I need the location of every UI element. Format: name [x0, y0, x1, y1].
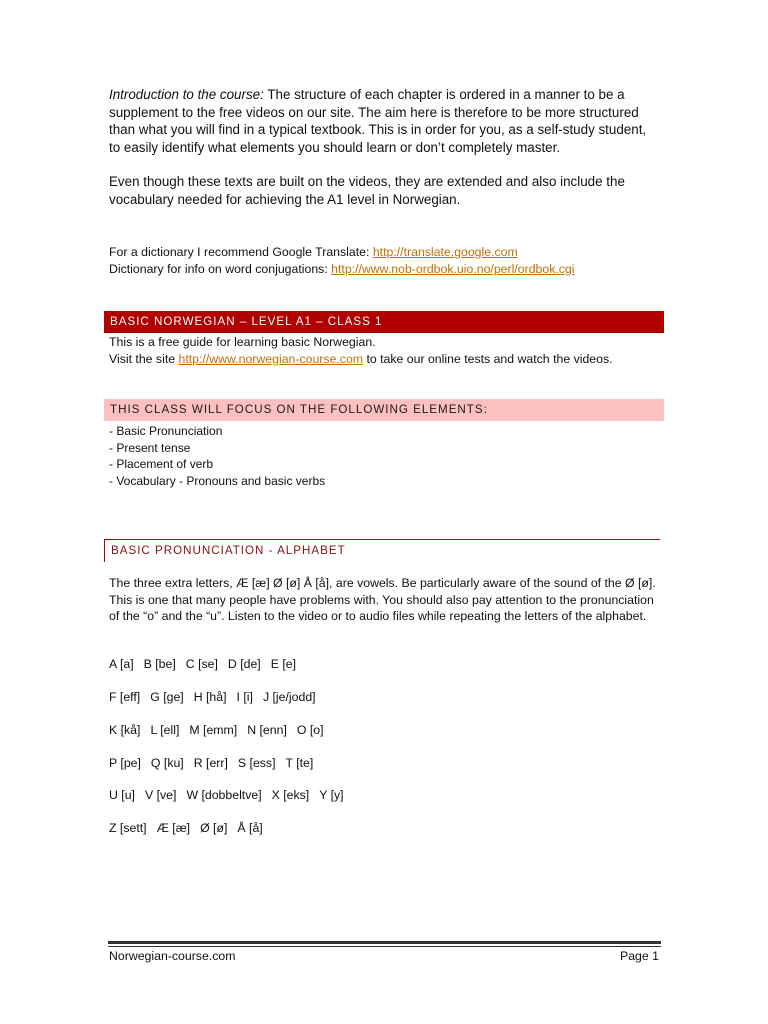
- alphabet-letter: E [e]: [270, 657, 296, 671]
- alphabet-letter: Z [sett]: [109, 821, 147, 835]
- alphabet-letter: X [eks]: [271, 788, 310, 802]
- class-intro-line-2: [109, 351, 661, 368]
- list-item: - Present tense: [109, 440, 191, 455]
- alphabet-letter: M [emm]: [189, 723, 238, 737]
- footer-rule: [108, 941, 661, 944]
- alphabet-letter: W [dobbeltve]: [186, 788, 262, 802]
- list-item: - Basic Pronunciation: [109, 424, 223, 438]
- dictionary-section: [109, 244, 661, 278]
- alphabet-letter: S [ess]: [237, 756, 276, 770]
- alphabet-letter: G [ge]: [150, 690, 184, 704]
- footer-site: Norwegian-course.com: [109, 949, 236, 963]
- alphabet-letter: F [eff]: [109, 690, 141, 704]
- class-intro-line-2-pre: Visit the site: [109, 351, 179, 366]
- alphabet-letter: J [je/jodd]: [262, 690, 316, 704]
- alphabet-letter: O [o]: [296, 723, 324, 737]
- alphabet-letter: B [be]: [143, 657, 176, 671]
- alphabet-letter: I [i]: [236, 690, 253, 704]
- intro-paragraph-1-text: The structure of each chapter is ordered in a manner to be a supplement to the free videos on our site. The aim here is therefore to be more structured than what you will find in a typical textbook. This is in order for you, as a self-study student, to easily identify what elements you should learn or don’t completely master.: [109, 87, 647, 155]
- class-intro-line-1: This is a free guide for learning basic Norwegian.: [109, 335, 376, 349]
- alphabet-letter: L [ell]: [150, 723, 180, 737]
- intro-lead: Introduction to the course:: [109, 87, 264, 102]
- alphabet-letter: U [u]: [109, 788, 135, 802]
- alphabet-letter: V [ve]: [144, 788, 177, 802]
- alphabet-row: [109, 787, 661, 803]
- dictionary-line-1: [109, 244, 661, 261]
- list-item: - Placement of verb: [109, 457, 214, 471]
- alphabet-letter: D [de]: [227, 657, 261, 671]
- intro-paragraph-1: [109, 86, 661, 156]
- alphabet-letter: K [kå]: [109, 723, 141, 737]
- alphabet-row: [109, 656, 661, 672]
- dictionary-line-2-label: Dictionary for info on word conjugations:: [109, 262, 332, 276]
- alphabet-letter: Ø [ø]: [200, 821, 228, 835]
- footer-page-number: Page 1: [620, 949, 659, 963]
- alphabet-row: [109, 689, 661, 705]
- footer-rule-thin: [108, 946, 661, 947]
- intro-section: [109, 86, 661, 209]
- alphabet-row: [109, 820, 661, 836]
- alphabet-letter: Æ [æ]: [156, 821, 191, 835]
- class-intro-line-2-post: to take our online tests and watch the videos.: [363, 351, 613, 366]
- alphabet-letter: P [pe]: [109, 756, 141, 770]
- alphabet-letter: A [a]: [109, 657, 134, 671]
- alphabet-row: [109, 755, 661, 771]
- alphabet-letter: C [se]: [185, 657, 218, 671]
- dictionary-line-2: [109, 261, 661, 278]
- alphabet-letter: Y [y]: [319, 788, 344, 802]
- alphabet-letter: Å [å]: [237, 821, 263, 835]
- focus-list: [109, 423, 661, 489]
- dictionary-line-1-label: For a dictionary I recommend Google Translate:: [109, 245, 373, 259]
- alphabet-letter: R [err]: [193, 756, 228, 770]
- alphabet-letter: N [enn]: [247, 723, 287, 737]
- norwegian-course-link[interactable]: http://www.norwegian-course.com: [178, 351, 364, 366]
- list-item: - Vocabulary - Pronouns and basic verbs: [109, 473, 326, 488]
- class-intro: [109, 334, 661, 367]
- alphabet-letter: Q [ku]: [150, 756, 184, 770]
- pronunciation-text: The three extra letters, Æ [æ] Ø [ø] Å [å], are vowels. Be particularly aware of the sound of the Ø [ø]. This is one that many people have problems with. You should also pay attention to the pronunciation of the “o” and the “u”. Listen to the video or to audio files while repeating the letters of the alphabet.: [109, 576, 656, 624]
- alphabet-letter: H [hå]: [193, 690, 227, 704]
- ordbok-link[interactable]: http://www.nob-ordbok.uio.no/perl/ordbok.cgi: [331, 262, 575, 276]
- focus-header: THIS CLASS WILL FOCUS ON THE FOLLOWING ELEMENTS:: [104, 399, 664, 421]
- intro-paragraph-2: Even though these texts are built on the videos, they are extended and also include the vocabulary needed for achieving the A1 level in Norwegian.: [109, 174, 625, 207]
- pronunciation-header: BASIC PRONUNCIATION - ALPHABET: [104, 539, 660, 562]
- google-translate-link[interactable]: http://translate.google.com: [372, 245, 518, 259]
- alphabet-letter: T [te]: [285, 756, 314, 770]
- class-header: BASIC NORWEGIAN – LEVEL A1 – CLASS 1: [104, 311, 664, 333]
- alphabet-row: [109, 722, 661, 738]
